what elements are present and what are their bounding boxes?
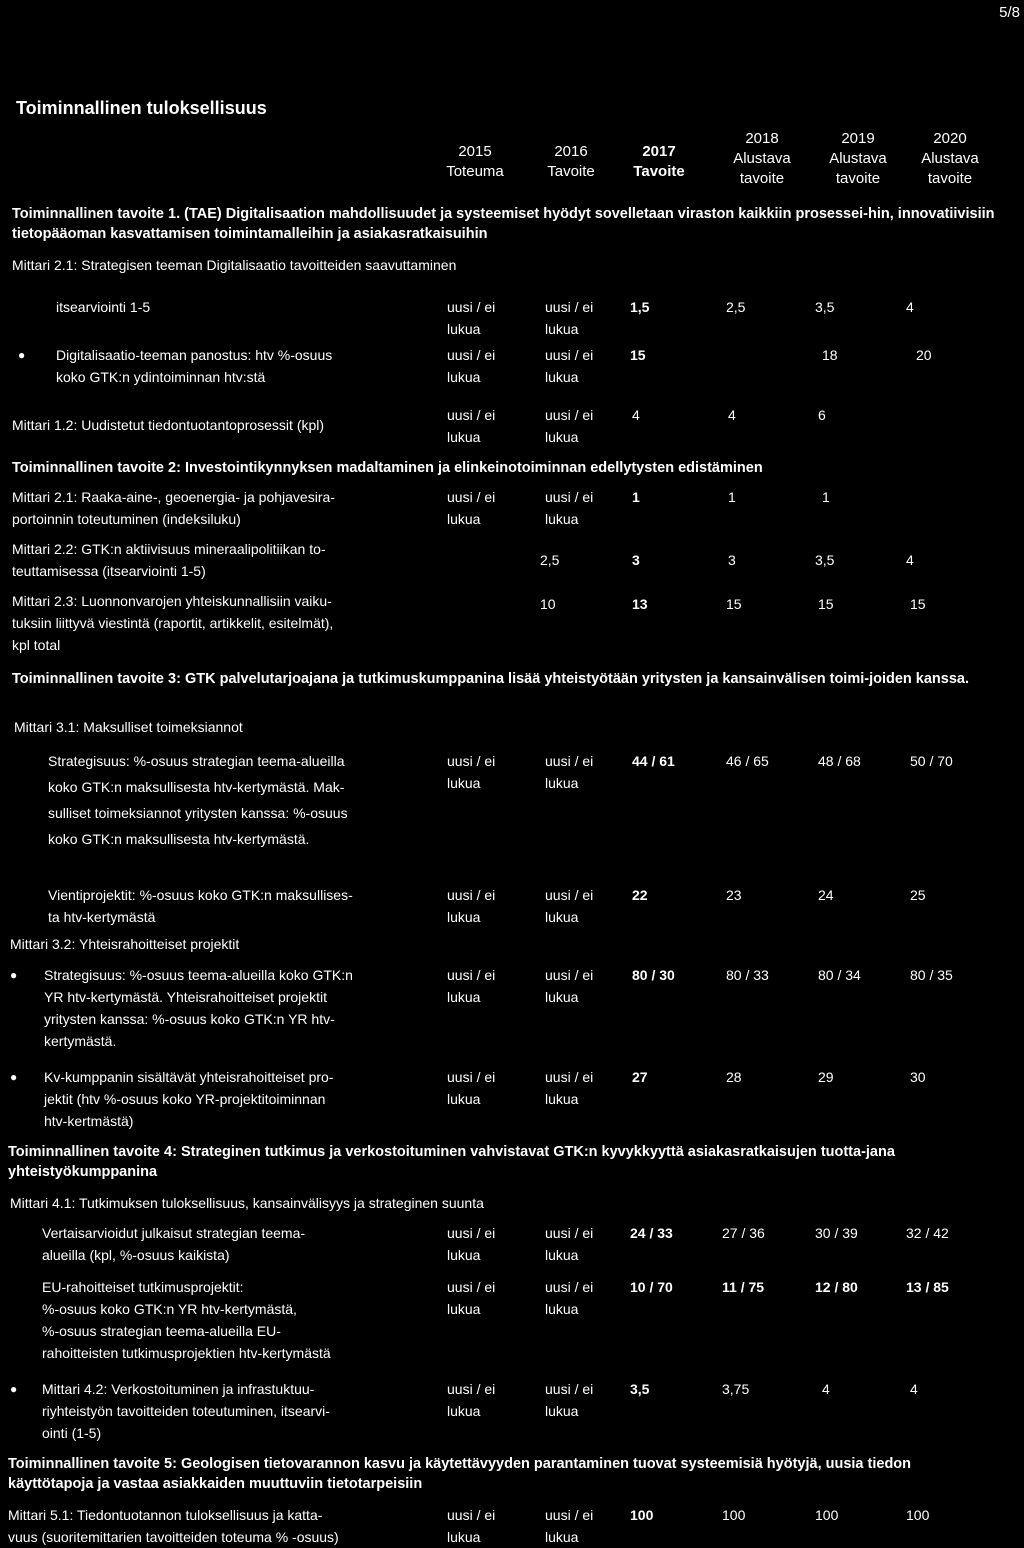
goal-4-row-2-2018: 11 / 75 (722, 1279, 765, 1295)
goal-3-row-1-2016: uusi / ei lukua (545, 753, 594, 791)
goal-3-row-2-label: Vientiprojektit: %-osuus koko GTK:n maksullises- ta htv-kertymästä (48, 887, 353, 925)
goal-1-row-2-label: Digitalisaatio-teeman panostus: htv %-osuus koko GTK:n ydintoiminnan htv:stä (56, 347, 333, 385)
goal-3-row-2-2020: 25 (910, 887, 926, 903)
goal-4-row-1-label: Vertaisarvioidut julkaisut strategian teema- alueilla (kpl, %-osuus kaikista) (42, 1225, 306, 1263)
goal-4-row-3-2017: 3,5 (630, 1381, 650, 1397)
goal-1-row-3-2015: uusi / ei lukua (447, 407, 496, 445)
goal-3-row-1-2019: 48 / 68 (818, 753, 861, 769)
goal-5-heading: Toiminnallinen tavoite 5: Geologisen tietovarannon kasvu ja käytettävyyden parantaminen tuovat systeemisiä hyötyjä, uusia tiedon käyttötapoja ja vastaa asiakkaiden muuttuviin tietotarpeisiin (8, 1456, 912, 1492)
bullet: ● (10, 1070, 18, 1084)
goal-3-row-4-2015: uusi / ei lukua (447, 1069, 496, 1107)
goal-3-row-3-2020: 80 / 35 (910, 967, 953, 983)
goal-3-row-1-2015: uusi / ei lukua (447, 753, 496, 791)
goal-4-row-2-2019: 12 / 80 (815, 1279, 858, 1295)
goal-5-row-1-2019: 100 (815, 1507, 839, 1523)
goal-1-row-1-2020: 4 (906, 299, 914, 315)
goal-3-row-4-2019: 29 (818, 1069, 834, 1085)
header-2015: 2015 Toteuma (446, 143, 504, 180)
goal-3-heading: Toiminnallinen tavoite 3: GTK palvelutarjoajana ja tutkimuskumppanina lisää yhteistyötään yritysten ja kansainvälisen toimi-joiden kanssa. (12, 671, 970, 687)
goal-2-row-2-2020: 4 (906, 552, 914, 568)
goal-2-row-1-2015: uusi / ei lukua (447, 489, 496, 527)
goal-2-row-2-2017: 3 (632, 552, 640, 568)
goal-4-row-1-2015: uusi / ei lukua (447, 1225, 496, 1263)
goal-2-row-2-2016: 2,5 (540, 552, 560, 568)
goal-2-row-1-2016: uusi / ei lukua (545, 489, 594, 527)
goal-5-row-1-2015: uusi / ei lukua (447, 1507, 496, 1545)
header-2016: 2016 Tavoite (547, 143, 595, 180)
goal-4-row-2-label: EU-rahoitteiset tutkimusprojektit: %-osuus koko GTK:n YR htv-kertymästä, %-osuus strategian teema-alueilla EU- rahoitteisten tutkimusprojektien htv-kertymästä (42, 1279, 331, 1361)
goal-1-row-3-2018: 4 (728, 407, 736, 423)
goal-3-row-2-2017: 22 (632, 887, 648, 903)
goal-3-row-3-2017: 80 / 30 (632, 967, 675, 983)
goal-4-row-2-2020: 13 / 85 (906, 1279, 949, 1295)
goal-4-row-1-2017: 24 / 33 (630, 1225, 673, 1241)
goal-5-row-1-2020: 100 (906, 1507, 930, 1523)
goal-1-row-2-2019: 18 (822, 347, 838, 363)
header-2019: 2019 Alustava tavoite (829, 130, 887, 187)
goal-3-row-4-label: Kv-kumppanin sisältävät yhteisrahoitteiset pro- jektit (htv %-osuus koko YR-projektitoiminnan htv-kertmästä) (44, 1069, 334, 1129)
goal-4-row-1-2020: 32 / 42 (906, 1225, 949, 1241)
goal-3-row-2-2015: uusi / ei lukua (447, 887, 496, 925)
goal-1-row-3-2016: uusi / ei lukua (545, 407, 594, 445)
goal-1-row-1-label: itsearviointi 1-5 (56, 299, 151, 315)
goal-2-row-2-2019: 3,5 (815, 552, 835, 568)
goal-5-row-1-label: Mittari 5.1: Tiedontuotannon tuloksellisuus ja katta- vuus (suoritemittarien tavoitteiden toteuma % -osuus) (8, 1507, 339, 1545)
goal-1-row-2-2020: 20 (916, 347, 932, 363)
goal-3-row-1-2017: 44 / 61 (632, 753, 675, 769)
goal-2-row-2-2018: 3 (728, 552, 736, 568)
goal-3-mittari-2: Mittari 3.2: Yhteisrahoitteiset projektit (10, 936, 240, 952)
header-2018: 2018 Alustava tavoite (733, 130, 791, 187)
goal-1-row-2-2017: 15 (630, 347, 646, 363)
goal-2-row-3-2020: 15 (910, 596, 926, 612)
goal-3-row-1-2018: 46 / 65 (726, 753, 769, 769)
goal-4-row-3-label: Mittari 4.2: Verkostoituminen ja infrastuktuu- riyhteistyön tavoitteiden toteutuminen, itsearvi- ointi (1-5) (42, 1381, 330, 1441)
page-title: Toiminnallinen tuloksellisuus (16, 98, 267, 118)
goal-3-mittari-1: Mittari 3.1: Maksulliset toimeksiannot (14, 719, 243, 735)
goal-3-row-1-label: Strategisuus: %-osuus strategian teema-alueilla koko GTK:n maksullisesta htv-kertymästä. Mak- sulliset toimeksiannot yritysten kanssa: %-osuus koko GTK:n maksullisesta htv-kertymästä. (48, 753, 348, 847)
goal-3-row-4-2017: 27 (632, 1069, 648, 1085)
goal-4-row-2-2017: 10 / 70 (630, 1279, 673, 1295)
goal-2-row-2-label: Mittari 2.2: GTK:n aktiivisuus mineraalipolitiikan to- teuttamisessa (itsearviointi 1-5) (12, 541, 326, 579)
goal-2-row-1-2017: 1 (632, 489, 640, 505)
goal-5-row-1-2016: uusi / ei lukua (545, 1507, 594, 1545)
goal-2-heading: Toiminnallinen tavoite 2: Investointikynnyksen madaltaminen ja elinkeinotoiminnan edellytysten edistäminen (12, 460, 763, 476)
bullet: ● (18, 348, 26, 362)
goal-4-row-1-2018: 27 / 36 (722, 1225, 765, 1241)
goal-3-row-3-2016: uusi / ei lukua (545, 967, 594, 1005)
goal-3-row-1-2020: 50 / 70 (910, 753, 953, 769)
goal-4-row-2-2016: uusi / ei lukua (545, 1279, 594, 1317)
goal-4-row-1-2019: 30 / 39 (815, 1225, 858, 1241)
goal-2-row-1-label: Mittari 2.1: Raaka-aine-, geoenergia- ja pohjavesira- portoinnin toteutuminen (indeksiluku) (12, 489, 335, 527)
goal-4-row-3-2018: 3,75 (722, 1381, 750, 1397)
goal-4-mittari: Mittari 4.1: Tutkimuksen tuloksellisuus, kansainvälisyys ja strateginen suunta (10, 1195, 484, 1211)
goal-4-row-2-2015: uusi / ei lukua (447, 1279, 496, 1317)
goal-1-row-1-2018: 2,5 (726, 299, 746, 315)
goal-4-row-3-2016: uusi / ei lukua (545, 1381, 594, 1419)
goal-2-row-1-2019: 1 (822, 489, 830, 505)
goal-1-row-3-2019: 6 (818, 407, 826, 423)
goal-3-row-4-2018: 28 (726, 1069, 742, 1085)
goal-2-row-3-label: Mittari 2.3: Luonnonvarojen yhteiskunnallisiin vaiku- tuksiin liittyvä viestintä (raportit, artikkelit, esitelmät), kpl total (12, 593, 334, 653)
goal-1-row-3-2017: 4 (632, 407, 640, 423)
goal-3-row-4-2016: uusi / ei lukua (545, 1069, 594, 1107)
goal-4-heading: Toiminnallinen tavoite 4: Strateginen tutkimus ja verkostoituminen vahvistavat GTK:n kyvykkyyttä asiakasratkaisujen tuotta-jana yhteistyökumppanina (8, 1144, 895, 1180)
goal-4-row-3-2019: 4 (822, 1381, 830, 1397)
bullet: ● (10, 1382, 18, 1396)
goal-1-row-1-2015: uusi / ei lukua (447, 299, 496, 337)
goal-1-row-1-2019: 3,5 (815, 299, 835, 315)
goal-3-row-3-2019: 80 / 34 (818, 967, 861, 983)
goal-5-row-1-2017: 100 (630, 1507, 654, 1523)
goal-3-row-2-2016: uusi / ei lukua (545, 887, 594, 925)
page-number: 5/8 (999, 4, 1020, 21)
goal-4-row-1-2016: uusi / ei lukua (545, 1225, 594, 1263)
goal-4-row-3-2020: 4 (910, 1381, 918, 1397)
bullet: ● (10, 968, 18, 982)
goal-1-row-2-2016: uusi / ei lukua (545, 347, 594, 385)
goal-1-row-1-2017: 1,5 (630, 299, 650, 315)
goal-2-row-1-2018: 1 (728, 489, 736, 505)
goal-1-row-2-2015: uusi / ei lukua (447, 347, 496, 385)
goal-3-row-3-2018: 80 / 33 (726, 967, 769, 983)
goal-2-row-3-2018: 15 (726, 596, 742, 612)
goal-1-row-1-2016: uusi / ei lukua (545, 299, 594, 337)
goal-3-row-3-label: Strategisuus: %-osuus teema-alueilla koko GTK:n YR htv-kertymästä. Yhteisrahoitteiset projektit yritysten kanssa: %-osuus koko GTK:n YR htv- kertymästä. (44, 967, 353, 1049)
header-2020: 2020 Alustava tavoite (921, 130, 979, 187)
goal-2-row-3-2019: 15 (818, 596, 834, 612)
goal-3-row-2-2018: 23 (726, 887, 742, 903)
goal-2-row-3-2017: 13 (632, 596, 648, 612)
goal-3-row-4-2020: 30 (910, 1069, 926, 1085)
goal-3-row-2-2019: 24 (818, 887, 834, 903)
goal-1-heading: Toiminnallinen tavoite 1. (TAE) Digitalisaation mahdollisuudet ja systeemiset hyödyt sovelletaan viraston kaikkiin prosessei-hin, innovatiivisiin tietopääoman kasvattamisen toimintamalleihin ja asiakasratkaisuihin (12, 206, 995, 242)
goal-2-row-3-2016: 10 (540, 596, 556, 612)
goal-4-row-3-2015: uusi / ei lukua (447, 1381, 496, 1419)
goal-5-row-1-2018: 100 (722, 1507, 746, 1523)
goal-1-mittari: Mittari 2.1: Strategisen teeman Digitalisaatio tavoitteiden saavuttaminen (12, 257, 457, 273)
goal-3-row-3-2015: uusi / ei lukua (447, 967, 496, 1005)
goal-1-row-3-label: Mittari 1.2: Uudistetut tiedontuotantoprosessit (kpl) (12, 417, 325, 433)
header-2017: 2017 Tavoite (633, 143, 685, 180)
